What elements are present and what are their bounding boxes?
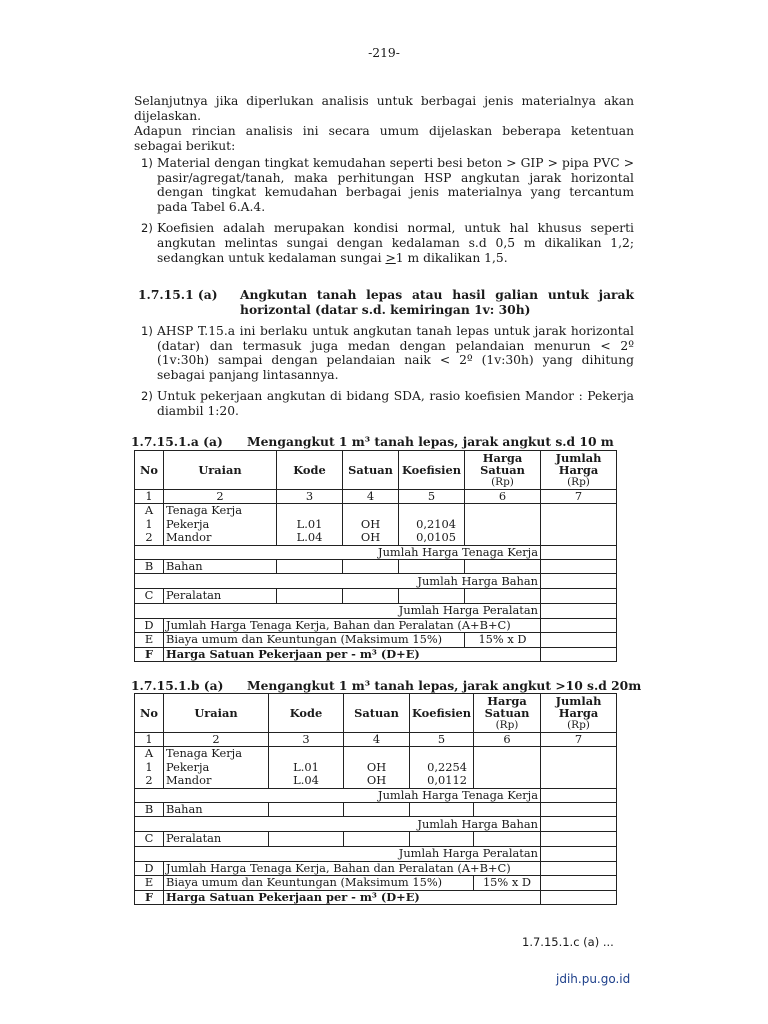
next-section-reference: 1.7.15.1.c (a) ... [522,935,614,949]
table-row-f: F Harga Satuan Pekerjaan per - m³ (D+E) [135,890,617,904]
table-2 [134,693,617,905]
koef-mandor: 0,0112 [427,773,467,788]
table-row-e: E Biaya umum dan Keuntungan (Maksimum 15%) 15% x D [135,876,617,890]
table-1-title: Mengangkut 1 m³ tanah lepas, jarak angkut s.d 10 m [247,434,614,449]
table-row-tenaga-kerja: A 1 2 Tenaga Kerja Pekerja Mandor L.01 L.04 OH OH 0,2104 0,0105 [135,504,617,545]
table-row-jumlah-tk: Jumlah Harga Tenaga Kerja [135,545,617,559]
list-item-number: 2) [141,389,153,404]
section-list [134,324,634,419]
table-2-title: Mengangkut 1 m³ tanah lepas, jarak angkut >10 s.d 20m [247,678,642,693]
table-row-peralatan: C Peralatan [135,832,617,846]
list-item [134,389,634,418]
list-item-number: 1) [141,156,153,170]
table-1-code: 1.7.15.1.a (a) [131,434,223,449]
section-title: Angkutan tanah lepas atau hasil galian untuk jarak horizontal (datar s.d. kemiringan 1v: 30h) [240,287,634,317]
header-koefisien: Koefisien [410,694,474,733]
header-kode: Kode [269,694,344,733]
page-number: -219- [368,46,400,60]
section-heading [138,288,634,317]
header-koefisien: Koefisien [399,451,465,490]
table-row-d: D Jumlah Harga Tenaga Kerja, Bahan dan Peralatan (A+B+C) [135,861,617,875]
list-item [134,324,634,382]
list-item-text: AHSP T.15.a ini berlaku untuk angkutan tanah lepas untuk jarak horizontal (datar) dan termasuk juga medan dengan pelandaian menurun < 2º (1v:30h) sampai dengan pelandaian naik < 2º (1v:30h) yang dihitung sebagai panjang lintasannya. [157,324,634,382]
list-item-number: 1) [141,324,153,338]
header-no: No [135,694,164,733]
greater-equal-sign: > [385,250,396,265]
header-jumlah-harga: Jumlah Harga (Rp) [541,451,617,490]
table-row-bahan: B Bahan [135,560,617,574]
table-row-jumlah-tk: Jumlah Harga Tenaga Kerja [135,788,617,802]
table-row-d: D Jumlah Harga Tenaga Kerja, Bahan dan Peralatan (A+B+C) [135,618,617,632]
table-2-code: 1.7.15.1.b (a) [131,678,224,693]
header-kode: Kode [277,451,343,490]
header-satuan: Satuan [344,694,410,733]
header-harga-satuan: Harga Satuan (Rp) [474,694,541,733]
header-uraian: Uraian [164,694,269,733]
list-item-text: Koefisien adalah merupakan kondisi normal, untuk hal khusus seperti angkutan melintas sungai dengan kedalaman s.d 0,5 m dikalikan 1,2; sedangkan untuk kedalaman sungai [157,221,634,265]
intro-paragraph-1: Selanjutnya jika diperlukan analisis untuk berbagai jenis materialnya akan dijelaskan. [134,94,634,123]
header-satuan: Satuan [343,451,399,490]
intro-paragraph-2: Adapun rincian analisis ini secara umum dijelaskan beberapa ketentuan sebagai berikut: [134,124,634,153]
header-no: No [135,451,164,490]
list-item-number: 2) [141,221,153,236]
table-number-row: 1 2 3 4 5 6 7 [135,490,617,504]
list-item-text-end: 1 m dikalikan 1,5. [395,250,508,265]
header-uraian: Uraian [164,451,277,490]
header-harga-satuan: Harga Satuan (Rp) [465,451,541,490]
table-row-tenaga-kerja: A 1 2 Tenaga Kerja Pekerja Mandor L.01 L.04 OH OH 0,2254 0,0112 [135,747,617,788]
table-1 [134,450,617,662]
koef-pekerja: 0,2254 [427,759,467,774]
table-row-peralatan: C Peralatan [135,589,617,603]
koef-mandor: 0,0105 [416,530,456,545]
table-header-row [135,694,617,733]
list-item-text: Material dengan tingkat kemudahan seperti besi beton > GIP > pipa PVC > pasir/agregat/tanah, maka perhitungan HSP angkutan jarak horizontal dengan tingkat kemudahan berbagai jenis materialnya yang tercantum pada Tabel 6.A.4. [157,156,634,214]
site-link[interactable]: jdih.pu.go.id [556,972,631,986]
intro-list [134,156,634,265]
table-row-jumlah-peralatan: Jumlah Harga Peralatan [135,603,617,618]
table-row-bahan: B Bahan [135,803,617,817]
list-item-text: Untuk pekerjaan angkutan di bidang SDA, rasio koefisien Mandor : Pekerja diambil 1:20. [157,389,634,418]
list-item [134,221,634,265]
table-header-row [135,451,617,490]
koef-pekerja: 0,2104 [416,516,456,531]
table-row-jumlah-peralatan: Jumlah Harga Peralatan [135,846,617,861]
table-row-jumlah-bahan: Jumlah Harga Bahan [135,817,617,832]
table-number-row: 1 2 3 4 5 6 7 [135,733,617,747]
table-row-jumlah-bahan: Jumlah Harga Bahan [135,574,617,589]
table-row-e: E Biaya umum dan Keuntungan (Maksimum 15%) 15% x D [135,633,617,647]
table-row-f: F Harga Satuan Pekerjaan per - m³ (D+E) [135,647,617,661]
section-code: 1.7.15.1 (a) [138,287,218,302]
header-jumlah-harga: Jumlah Harga (Rp) [541,694,617,733]
list-item [134,156,634,214]
